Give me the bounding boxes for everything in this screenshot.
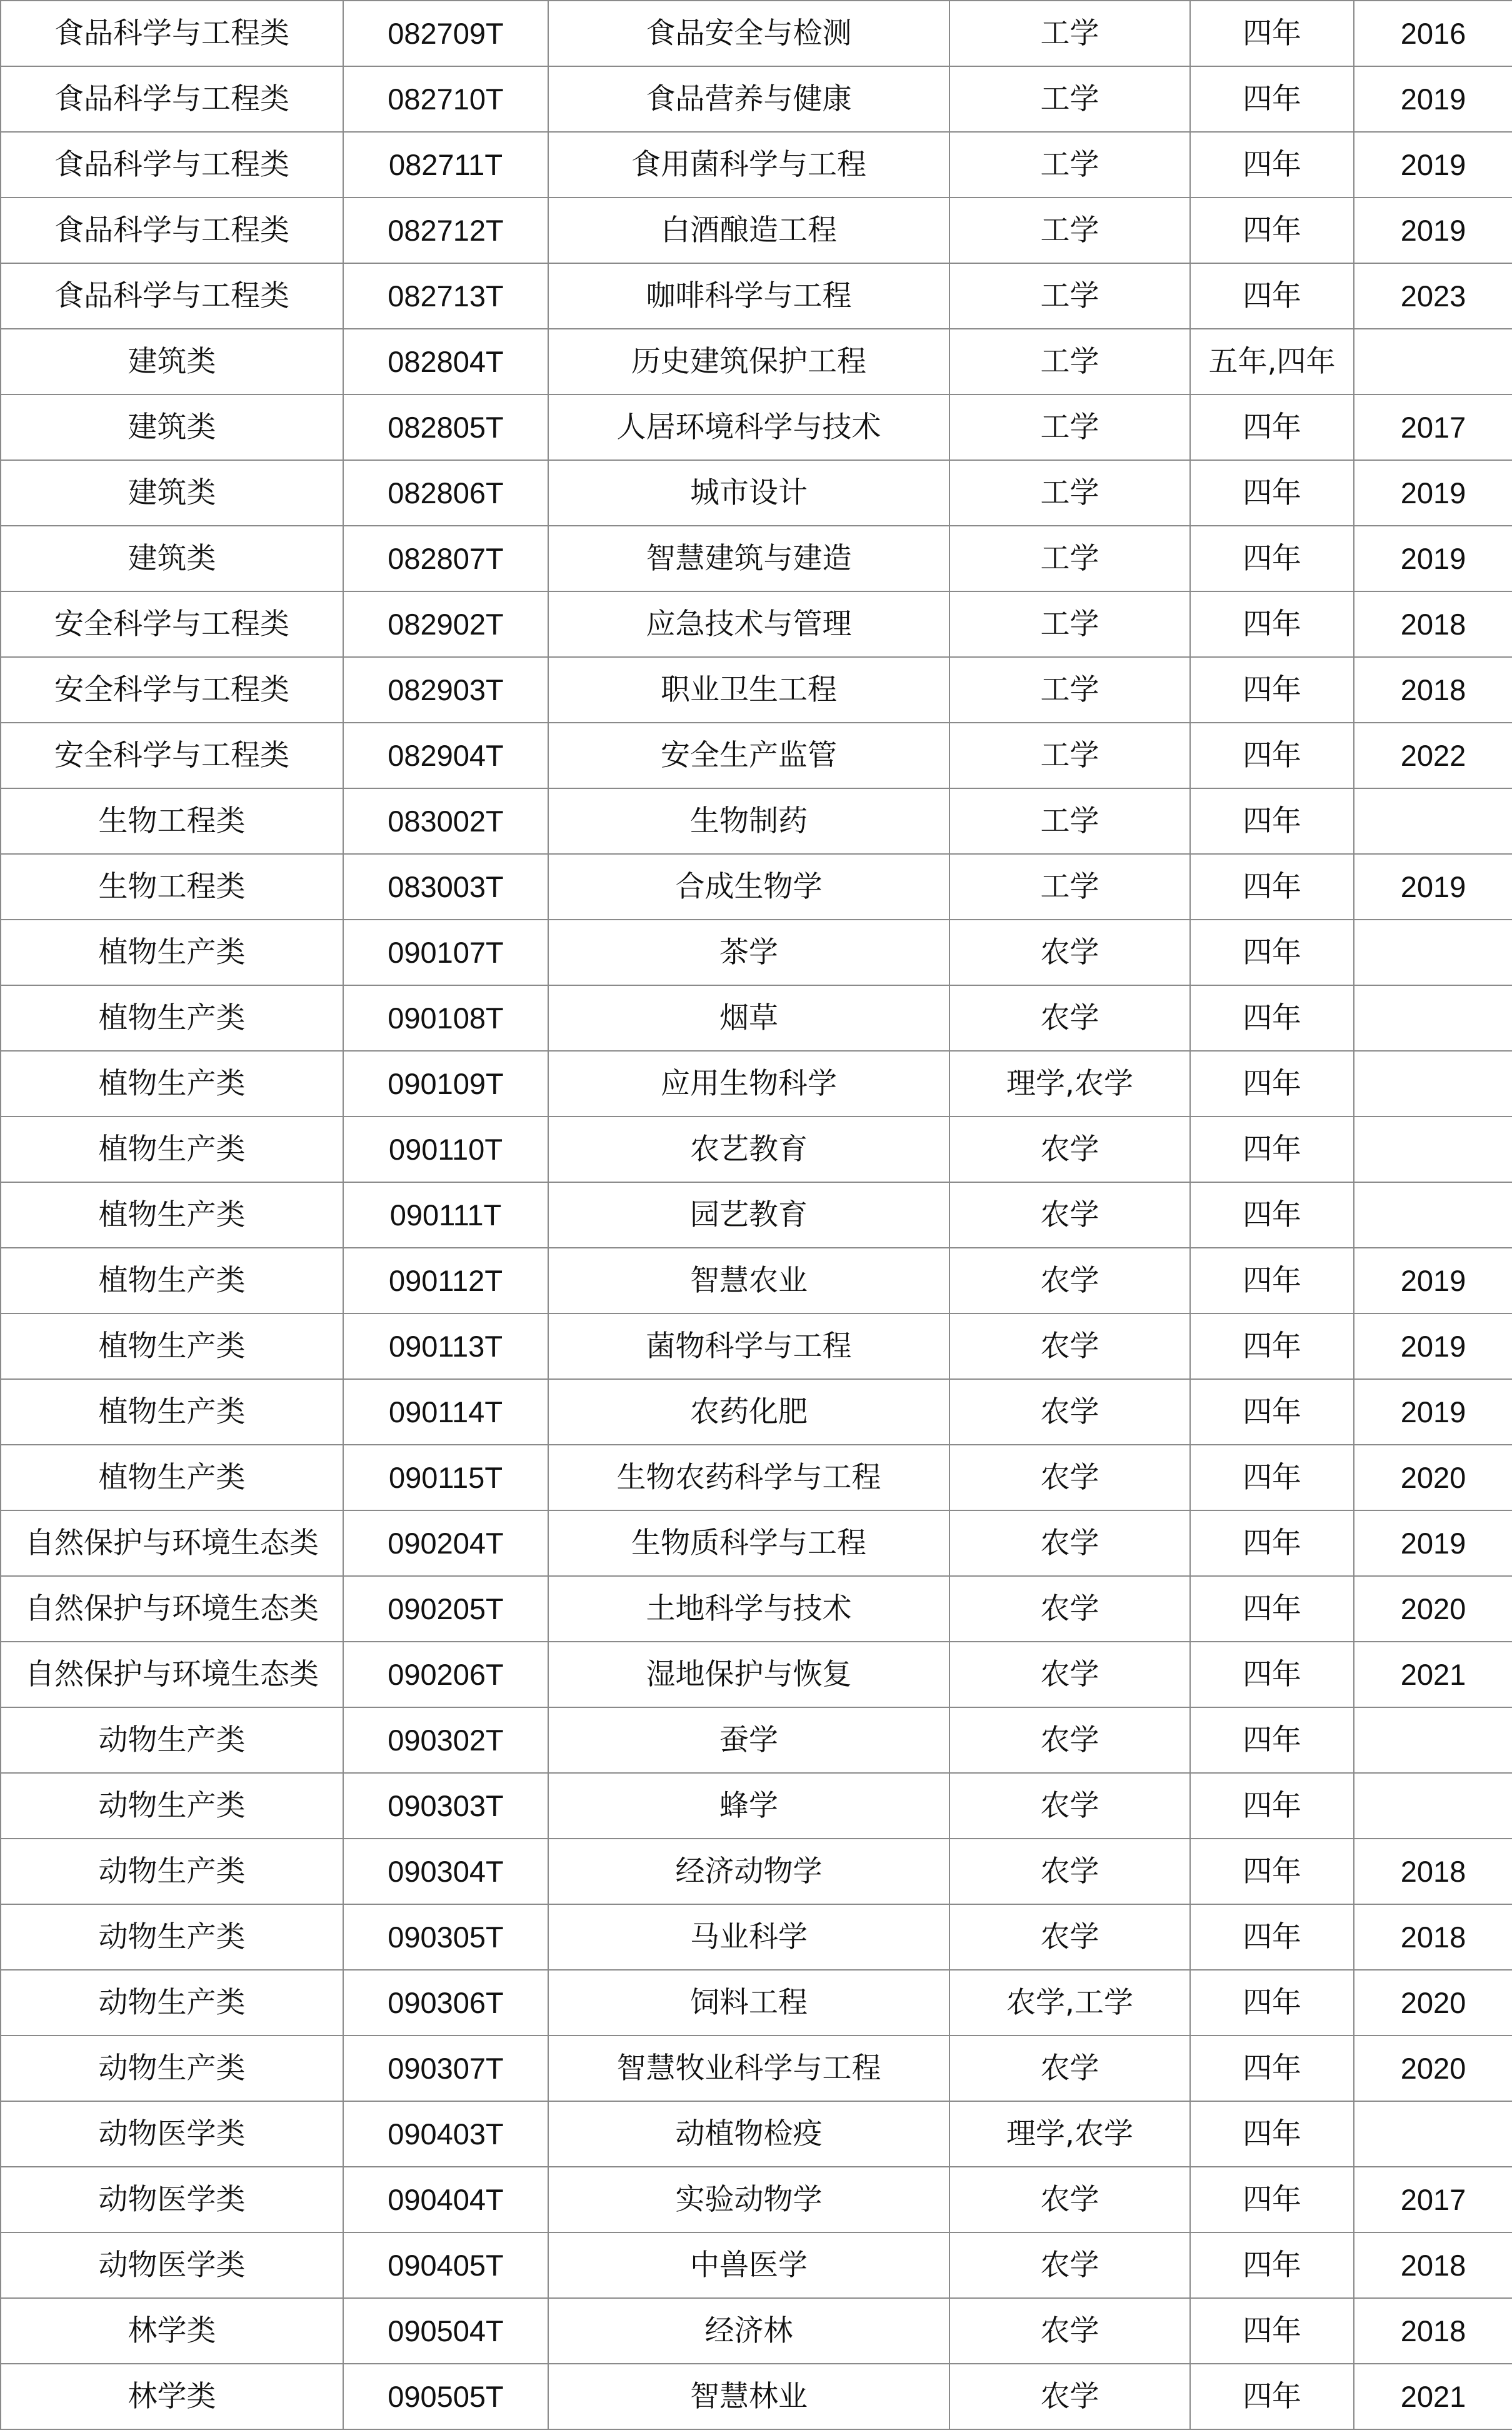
code-cell: 090206T bbox=[343, 1642, 548, 1707]
table-row bbox=[1, 2036, 1512, 2101]
table-row bbox=[1, 1839, 1512, 1904]
category-cell: 林学类 bbox=[1, 2364, 343, 2429]
duration-cell: 四年 bbox=[1190, 1379, 1354, 1445]
duration-cell: 四年 bbox=[1190, 1970, 1354, 2036]
duration-cell: 四年 bbox=[1190, 1182, 1354, 1248]
degree-cell: 工学 bbox=[949, 263, 1190, 329]
major-name-cell: 土地科学与技术 bbox=[548, 1576, 949, 1642]
degree-cell: 农学 bbox=[949, 2167, 1190, 2232]
category-cell: 安全科学与工程类 bbox=[1, 591, 343, 657]
code-cell: 083002T bbox=[343, 788, 548, 854]
duration-cell: 四年 bbox=[1190, 460, 1354, 526]
duration-cell: 四年 bbox=[1190, 591, 1354, 657]
table-row bbox=[1, 2298, 1512, 2364]
code-cell: 082709T bbox=[343, 1, 548, 66]
category-cell: 自然保护与环境生态类 bbox=[1, 1510, 343, 1576]
major-name-cell: 中兽医学 bbox=[548, 2232, 949, 2298]
code-cell: 082804T bbox=[343, 329, 548, 394]
major-name-cell: 农药化肥 bbox=[548, 1379, 949, 1445]
duration-cell: 四年 bbox=[1190, 2364, 1354, 2429]
year-cell: 2018 bbox=[1354, 591, 1512, 657]
duration-cell: 四年 bbox=[1190, 1313, 1354, 1379]
category-cell: 植物生产类 bbox=[1, 1313, 343, 1379]
duration-cell: 四年 bbox=[1190, 1051, 1354, 1117]
duration-cell: 四年 bbox=[1190, 1, 1354, 66]
code-cell: 090113T bbox=[343, 1313, 548, 1379]
category-cell: 植物生产类 bbox=[1, 1248, 343, 1313]
duration-cell: 五年,四年 bbox=[1190, 329, 1354, 394]
year-cell: 2020 bbox=[1354, 1970, 1512, 2036]
major-name-cell: 生物质科学与工程 bbox=[548, 1510, 949, 1576]
degree-cell: 农学,工学 bbox=[949, 1970, 1190, 2036]
table-row bbox=[1, 198, 1512, 263]
duration-cell: 四年 bbox=[1190, 198, 1354, 263]
year-cell: 2019 bbox=[1354, 1313, 1512, 1379]
duration-cell: 四年 bbox=[1190, 1445, 1354, 1510]
category-cell: 动物生产类 bbox=[1, 1773, 343, 1839]
code-cell: 090110T bbox=[343, 1117, 548, 1182]
code-cell: 090306T bbox=[343, 1970, 548, 2036]
category-cell: 建筑类 bbox=[1, 394, 343, 460]
code-cell: 082711T bbox=[343, 132, 548, 198]
code-cell: 090107T bbox=[343, 920, 548, 985]
major-name-cell: 农艺教育 bbox=[548, 1117, 949, 1182]
major-name-cell: 烟草 bbox=[548, 985, 949, 1051]
duration-cell: 四年 bbox=[1190, 1576, 1354, 1642]
degree-cell: 工学 bbox=[949, 394, 1190, 460]
duration-cell: 四年 bbox=[1190, 985, 1354, 1051]
category-cell: 林学类 bbox=[1, 2298, 343, 2364]
code-cell: 090204T bbox=[343, 1510, 548, 1576]
major-name-cell: 智慧牧业科学与工程 bbox=[548, 2036, 949, 2101]
major-name-cell: 湿地保护与恢复 bbox=[548, 1642, 949, 1707]
year-cell: 2019 bbox=[1354, 854, 1512, 920]
major-name-cell: 智慧建筑与建造 bbox=[548, 526, 949, 591]
major-name-cell: 职业卫生工程 bbox=[548, 657, 949, 723]
code-cell: 090108T bbox=[343, 985, 548, 1051]
major-name-cell: 动植物检疫 bbox=[548, 2101, 949, 2167]
year-cell: 2017 bbox=[1354, 2167, 1512, 2232]
degree-cell: 农学 bbox=[949, 1379, 1190, 1445]
table-row bbox=[1, 2101, 1512, 2167]
code-cell: 090307T bbox=[343, 2036, 548, 2101]
year-cell: 2019 bbox=[1354, 132, 1512, 198]
category-cell: 植物生产类 bbox=[1, 1117, 343, 1182]
code-cell: 090303T bbox=[343, 1773, 548, 1839]
duration-cell: 四年 bbox=[1190, 657, 1354, 723]
degree-cell: 理学,农学 bbox=[949, 1051, 1190, 1117]
major-name-cell: 实验动物学 bbox=[548, 2167, 949, 2232]
duration-cell: 四年 bbox=[1190, 723, 1354, 788]
major-name-cell: 马业科学 bbox=[548, 1904, 949, 1970]
duration-cell: 四年 bbox=[1190, 788, 1354, 854]
category-cell: 食品科学与工程类 bbox=[1, 263, 343, 329]
table-row bbox=[1, 1117, 1512, 1182]
category-cell: 安全科学与工程类 bbox=[1, 657, 343, 723]
table-row bbox=[1, 263, 1512, 329]
category-cell: 动物医学类 bbox=[1, 2232, 343, 2298]
table-row bbox=[1, 2232, 1512, 2298]
code-cell: 090505T bbox=[343, 2364, 548, 2429]
code-cell: 090112T bbox=[343, 1248, 548, 1313]
duration-cell: 四年 bbox=[1190, 132, 1354, 198]
code-cell: 090404T bbox=[343, 2167, 548, 2232]
duration-cell: 四年 bbox=[1190, 66, 1354, 132]
code-cell: 090205T bbox=[343, 1576, 548, 1642]
table-row bbox=[1, 1182, 1512, 1248]
year-cell bbox=[1354, 1051, 1512, 1117]
year-cell: 2019 bbox=[1354, 1248, 1512, 1313]
duration-cell: 四年 bbox=[1190, 1773, 1354, 1839]
category-cell: 建筑类 bbox=[1, 329, 343, 394]
major-name-cell: 食品安全与检测 bbox=[548, 1, 949, 66]
year-cell: 2019 bbox=[1354, 460, 1512, 526]
code-cell: 082712T bbox=[343, 198, 548, 263]
degree-cell: 理学,农学 bbox=[949, 2101, 1190, 2167]
degree-cell: 农学 bbox=[949, 1510, 1190, 1576]
major-name-cell: 食用菌科学与工程 bbox=[548, 132, 949, 198]
degree-cell: 工学 bbox=[949, 132, 1190, 198]
table-row bbox=[1, 460, 1512, 526]
duration-cell: 四年 bbox=[1190, 2232, 1354, 2298]
major-name-cell: 生物农药科学与工程 bbox=[548, 1445, 949, 1510]
duration-cell: 四年 bbox=[1190, 2101, 1354, 2167]
degree-cell: 工学 bbox=[949, 66, 1190, 132]
code-cell: 090109T bbox=[343, 1051, 548, 1117]
category-cell: 动物医学类 bbox=[1, 2101, 343, 2167]
category-cell: 动物生产类 bbox=[1, 2036, 343, 2101]
year-cell: 2019 bbox=[1354, 198, 1512, 263]
degree-cell: 工学 bbox=[949, 788, 1190, 854]
category-cell: 建筑类 bbox=[1, 460, 343, 526]
category-cell: 食品科学与工程类 bbox=[1, 1, 343, 66]
table-row bbox=[1, 723, 1512, 788]
code-cell: 090405T bbox=[343, 2232, 548, 2298]
degree-cell: 农学 bbox=[949, 1445, 1190, 1510]
category-cell: 动物生产类 bbox=[1, 1707, 343, 1773]
code-cell: 090115T bbox=[343, 1445, 548, 1510]
table-row bbox=[1, 1510, 1512, 1576]
category-cell: 植物生产类 bbox=[1, 1051, 343, 1117]
major-name-cell: 应用生物科学 bbox=[548, 1051, 949, 1117]
year-cell: 2018 bbox=[1354, 657, 1512, 723]
table-row bbox=[1, 1248, 1512, 1313]
table-row bbox=[1, 1, 1512, 66]
duration-cell: 四年 bbox=[1190, 526, 1354, 591]
year-cell: 2021 bbox=[1354, 2364, 1512, 2429]
degree-cell: 工学 bbox=[949, 329, 1190, 394]
code-cell: 082903T bbox=[343, 657, 548, 723]
table-row bbox=[1, 2167, 1512, 2232]
degree-cell: 工学 bbox=[949, 1, 1190, 66]
duration-cell: 四年 bbox=[1190, 920, 1354, 985]
degree-cell: 工学 bbox=[949, 591, 1190, 657]
major-name-cell: 经济林 bbox=[548, 2298, 949, 2364]
category-cell: 动物生产类 bbox=[1, 1970, 343, 2036]
table-row bbox=[1, 1445, 1512, 1510]
duration-cell: 四年 bbox=[1190, 2298, 1354, 2364]
major-name-cell: 城市设计 bbox=[548, 460, 949, 526]
degree-cell: 农学 bbox=[949, 920, 1190, 985]
degree-cell: 工学 bbox=[949, 526, 1190, 591]
year-cell: 2019 bbox=[1354, 66, 1512, 132]
category-cell: 植物生产类 bbox=[1, 920, 343, 985]
year-cell bbox=[1354, 2101, 1512, 2167]
major-name-cell: 历史建筑保护工程 bbox=[548, 329, 949, 394]
category-cell: 生物工程类 bbox=[1, 788, 343, 854]
major-name-cell: 应急技术与管理 bbox=[548, 591, 949, 657]
year-cell: 2021 bbox=[1354, 1642, 1512, 1707]
table-row bbox=[1, 1642, 1512, 1707]
year-cell: 2018 bbox=[1354, 1904, 1512, 1970]
degree-cell: 农学 bbox=[949, 985, 1190, 1051]
table-row bbox=[1, 526, 1512, 591]
year-cell bbox=[1354, 920, 1512, 985]
table-row bbox=[1, 2364, 1512, 2429]
category-cell: 生物工程类 bbox=[1, 854, 343, 920]
table-row bbox=[1, 66, 1512, 132]
code-cell: 090302T bbox=[343, 1707, 548, 1773]
year-cell: 2020 bbox=[1354, 2036, 1512, 2101]
major-name-cell: 蜂学 bbox=[548, 1773, 949, 1839]
major-name-cell: 白酒酿造工程 bbox=[548, 198, 949, 263]
degree-cell: 农学 bbox=[949, 2232, 1190, 2298]
category-cell: 自然保护与环境生态类 bbox=[1, 1576, 343, 1642]
code-cell: 082806T bbox=[343, 460, 548, 526]
table-row bbox=[1, 788, 1512, 854]
duration-cell: 四年 bbox=[1190, 1510, 1354, 1576]
category-cell: 安全科学与工程类 bbox=[1, 723, 343, 788]
degree-cell: 农学 bbox=[949, 1576, 1190, 1642]
year-cell: 2019 bbox=[1354, 1510, 1512, 1576]
degree-cell: 农学 bbox=[949, 1117, 1190, 1182]
major-name-cell: 智慧林业 bbox=[548, 2364, 949, 2429]
duration-cell: 四年 bbox=[1190, 1839, 1354, 1904]
major-name-cell: 智慧农业 bbox=[548, 1248, 949, 1313]
year-cell: 2019 bbox=[1354, 526, 1512, 591]
year-cell: 2019 bbox=[1354, 1379, 1512, 1445]
duration-cell: 四年 bbox=[1190, 394, 1354, 460]
table-row bbox=[1, 1313, 1512, 1379]
major-name-cell: 茶学 bbox=[548, 920, 949, 985]
degree-cell: 农学 bbox=[949, 2364, 1190, 2429]
year-cell bbox=[1354, 985, 1512, 1051]
code-cell: 082713T bbox=[343, 263, 548, 329]
year-cell bbox=[1354, 329, 1512, 394]
category-cell: 动物生产类 bbox=[1, 1839, 343, 1904]
degree-cell: 工学 bbox=[949, 460, 1190, 526]
degree-cell: 农学 bbox=[949, 1642, 1190, 1707]
year-cell: 2016 bbox=[1354, 1, 1512, 66]
table-row bbox=[1, 1773, 1512, 1839]
major-name-cell: 园艺教育 bbox=[548, 1182, 949, 1248]
year-cell bbox=[1354, 1117, 1512, 1182]
degree-cell: 工学 bbox=[949, 854, 1190, 920]
major-name-cell: 人居环境科学与技术 bbox=[548, 394, 949, 460]
major-name-cell: 经济动物学 bbox=[548, 1839, 949, 1904]
code-cell: 082710T bbox=[343, 66, 548, 132]
category-cell: 动物生产类 bbox=[1, 1904, 343, 1970]
major-name-cell: 生物制药 bbox=[548, 788, 949, 854]
table-row bbox=[1, 1904, 1512, 1970]
table-row bbox=[1, 1576, 1512, 1642]
table-row bbox=[1, 854, 1512, 920]
degree-cell: 农学 bbox=[949, 1707, 1190, 1773]
category-cell: 自然保护与环境生态类 bbox=[1, 1642, 343, 1707]
duration-cell: 四年 bbox=[1190, 2036, 1354, 2101]
major-name-cell: 蚕学 bbox=[548, 1707, 949, 1773]
degree-cell: 农学 bbox=[949, 1839, 1190, 1904]
code-cell: 090304T bbox=[343, 1839, 548, 1904]
table-row bbox=[1, 329, 1512, 394]
category-cell: 建筑类 bbox=[1, 526, 343, 591]
year-cell: 2018 bbox=[1354, 2232, 1512, 2298]
table-row bbox=[1, 394, 1512, 460]
code-cell: 090114T bbox=[343, 1379, 548, 1445]
year-cell: 2020 bbox=[1354, 1445, 1512, 1510]
major-name-cell: 食品营养与健康 bbox=[548, 66, 949, 132]
duration-cell: 四年 bbox=[1190, 263, 1354, 329]
duration-cell: 四年 bbox=[1190, 1248, 1354, 1313]
table-row bbox=[1, 1707, 1512, 1773]
table-row bbox=[1, 591, 1512, 657]
table-row bbox=[1, 985, 1512, 1051]
degree-cell: 农学 bbox=[949, 1904, 1190, 1970]
year-cell bbox=[1354, 1773, 1512, 1839]
duration-cell: 四年 bbox=[1190, 2167, 1354, 2232]
duration-cell: 四年 bbox=[1190, 1642, 1354, 1707]
duration-cell: 四年 bbox=[1190, 1904, 1354, 1970]
category-cell: 动物医学类 bbox=[1, 2167, 343, 2232]
degree-cell: 农学 bbox=[949, 1248, 1190, 1313]
table-row bbox=[1, 657, 1512, 723]
code-cell: 090504T bbox=[343, 2298, 548, 2364]
duration-cell: 四年 bbox=[1190, 1117, 1354, 1182]
major-name-cell: 菌物科学与工程 bbox=[548, 1313, 949, 1379]
degree-cell: 工学 bbox=[949, 657, 1190, 723]
table-row bbox=[1, 920, 1512, 985]
category-cell: 植物生产类 bbox=[1, 1182, 343, 1248]
category-cell: 植物生产类 bbox=[1, 1445, 343, 1510]
degree-cell: 农学 bbox=[949, 1313, 1190, 1379]
table-row bbox=[1, 1051, 1512, 1117]
major-name-cell: 安全生产监管 bbox=[548, 723, 949, 788]
duration-cell: 四年 bbox=[1190, 1707, 1354, 1773]
degree-cell: 工学 bbox=[949, 723, 1190, 788]
category-cell: 食品科学与工程类 bbox=[1, 198, 343, 263]
code-cell: 082807T bbox=[343, 526, 548, 591]
code-cell: 082805T bbox=[343, 394, 548, 460]
degree-cell: 农学 bbox=[949, 1773, 1190, 1839]
code-cell: 090305T bbox=[343, 1904, 548, 1970]
degree-cell: 农学 bbox=[949, 2298, 1190, 2364]
code-cell: 082904T bbox=[343, 723, 548, 788]
year-cell: 2017 bbox=[1354, 394, 1512, 460]
year-cell: 2020 bbox=[1354, 1576, 1512, 1642]
duration-cell: 四年 bbox=[1190, 854, 1354, 920]
table-row bbox=[1, 1379, 1512, 1445]
category-cell: 植物生产类 bbox=[1, 985, 343, 1051]
category-cell: 食品科学与工程类 bbox=[1, 132, 343, 198]
code-cell: 083003T bbox=[343, 854, 548, 920]
code-cell: 082902T bbox=[343, 591, 548, 657]
table-row bbox=[1, 1970, 1512, 2036]
year-cell bbox=[1354, 788, 1512, 854]
major-name-cell: 合成生物学 bbox=[548, 854, 949, 920]
degree-cell: 工学 bbox=[949, 198, 1190, 263]
year-cell: 2022 bbox=[1354, 723, 1512, 788]
degree-cell: 农学 bbox=[949, 1182, 1190, 1248]
table-row bbox=[1, 132, 1512, 198]
year-cell bbox=[1354, 1707, 1512, 1773]
degree-cell: 农学 bbox=[949, 2036, 1190, 2101]
major-name-cell: 咖啡科学与工程 bbox=[548, 263, 949, 329]
major-name-cell: 饲料工程 bbox=[548, 1970, 949, 2036]
year-cell bbox=[1354, 1182, 1512, 1248]
code-cell: 090111T bbox=[343, 1182, 548, 1248]
year-cell: 2023 bbox=[1354, 263, 1512, 329]
year-cell: 2018 bbox=[1354, 1839, 1512, 1904]
majors-table-body bbox=[1, 1, 1512, 2429]
category-cell: 植物生产类 bbox=[1, 1379, 343, 1445]
code-cell: 090403T bbox=[343, 2101, 548, 2167]
year-cell: 2018 bbox=[1354, 2298, 1512, 2364]
category-cell: 食品科学与工程类 bbox=[1, 66, 343, 132]
